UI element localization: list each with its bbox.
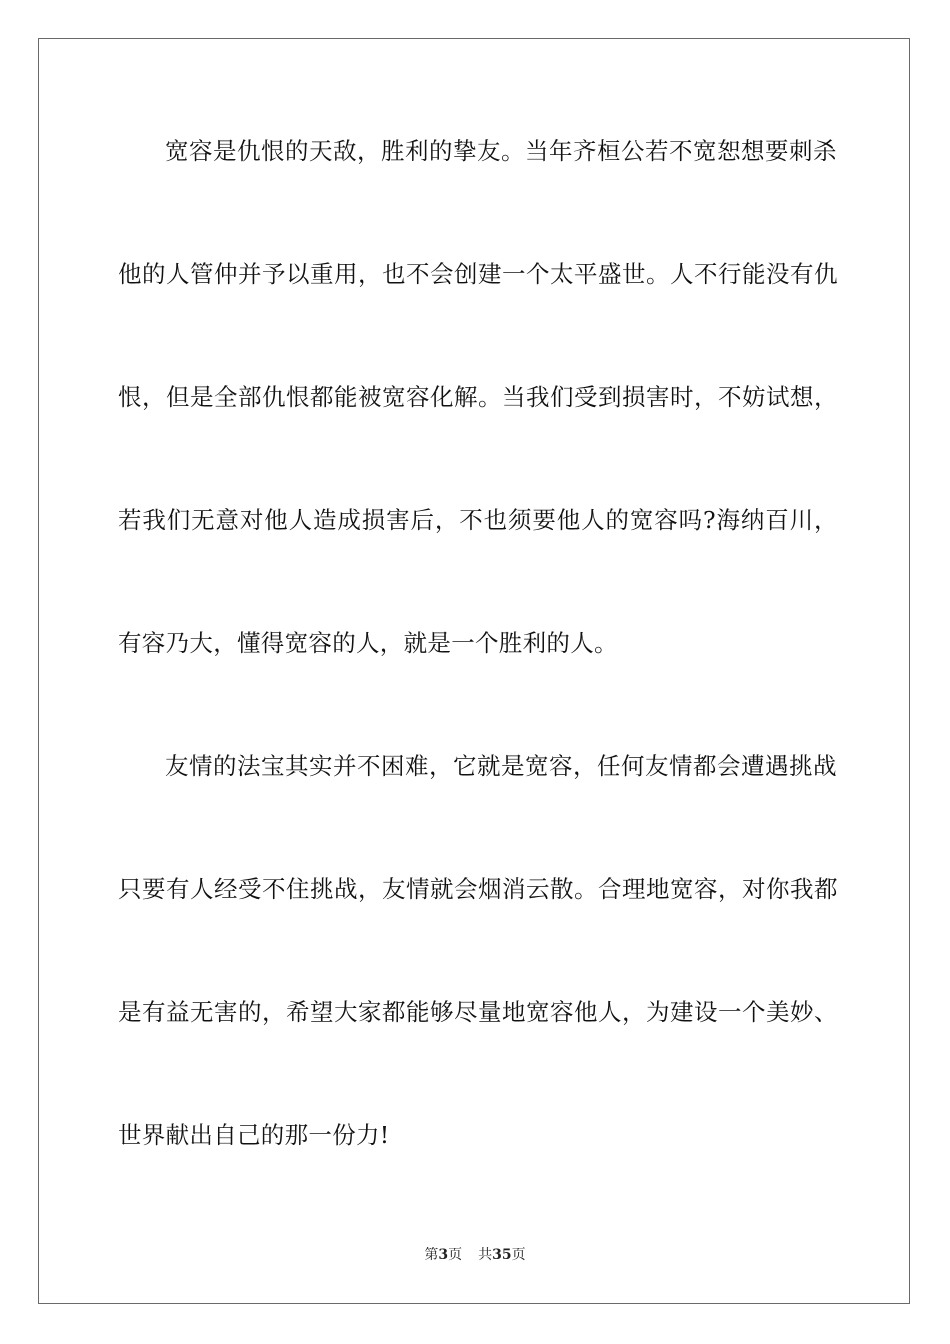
paragraph-1-line-5: 有容乃大，懂得宽容的人，就是一个胜利的人。 <box>118 629 618 657</box>
footer-total-suffix: 页 <box>511 1247 526 1263</box>
paragraph-2-line-2: 只 要 有 人 经 受 不 住 挑 战 ， 友 情 就 会 烟 消 云 散 。 合 理 地 宽 容 ， 对 你 我 都 <box>118 875 838 903</box>
paragraph-2-line-3: 是 有 益 无 害 的 ， 希 望 大 家 都 能 够 尽 量 地 宽 容 他 人 ， 为 建 设 一 个 美 妙 、 <box>118 998 838 1026</box>
page-footer <box>0 1246 950 1264</box>
paragraph-1-line-4: 若 我 们 无 意 对 他 人 造 成 损 害 后 ， 不 也 须 要 他 人 的 宽 容 吗 ? 海 纳 百 川 ， <box>118 506 838 534</box>
paragraph-1-line-2: 他 的 人 管 仲 并 予 以 重 用 ， 也 不 会 创 建 一 个 太 平 盛 世 。 人 不 行 能 没 有 仇 <box>118 260 838 288</box>
footer-total-pages: 35 <box>492 1247 512 1263</box>
paragraph-2-line-1: 友 情 的 法 宝 其 实 并 不 困 难 ， 它 就 是 宽 容 ， 任 何 友 情 都 会 遭 遇 挑 战 <box>165 752 837 780</box>
paragraph-1-line-1: 宽 容 是 仇 恨 的 天 敌 ， 胜 利 的 挚 友 。 当 年 齐 桓 公 若 不 宽 恕 想 要 刺 杀 <box>165 137 837 165</box>
paragraph-1-line-3: 恨 ， 但 是 全 部 仇 恨 都 能 被 宽 容 化 解 。 当 我 们 受 到 损 害 时 ， 不 妨 试 想 ， <box>118 383 838 411</box>
footer-page-suffix: 页 <box>448 1247 463 1263</box>
paragraph-2-line-4: 世界献出自己的那一份力! <box>118 1121 390 1149</box>
footer-page-prefix: 第 <box>424 1247 439 1263</box>
footer-page-number: 3 <box>438 1247 449 1263</box>
page-border <box>38 38 910 1304</box>
footer-total-prefix: 共 <box>478 1247 493 1263</box>
